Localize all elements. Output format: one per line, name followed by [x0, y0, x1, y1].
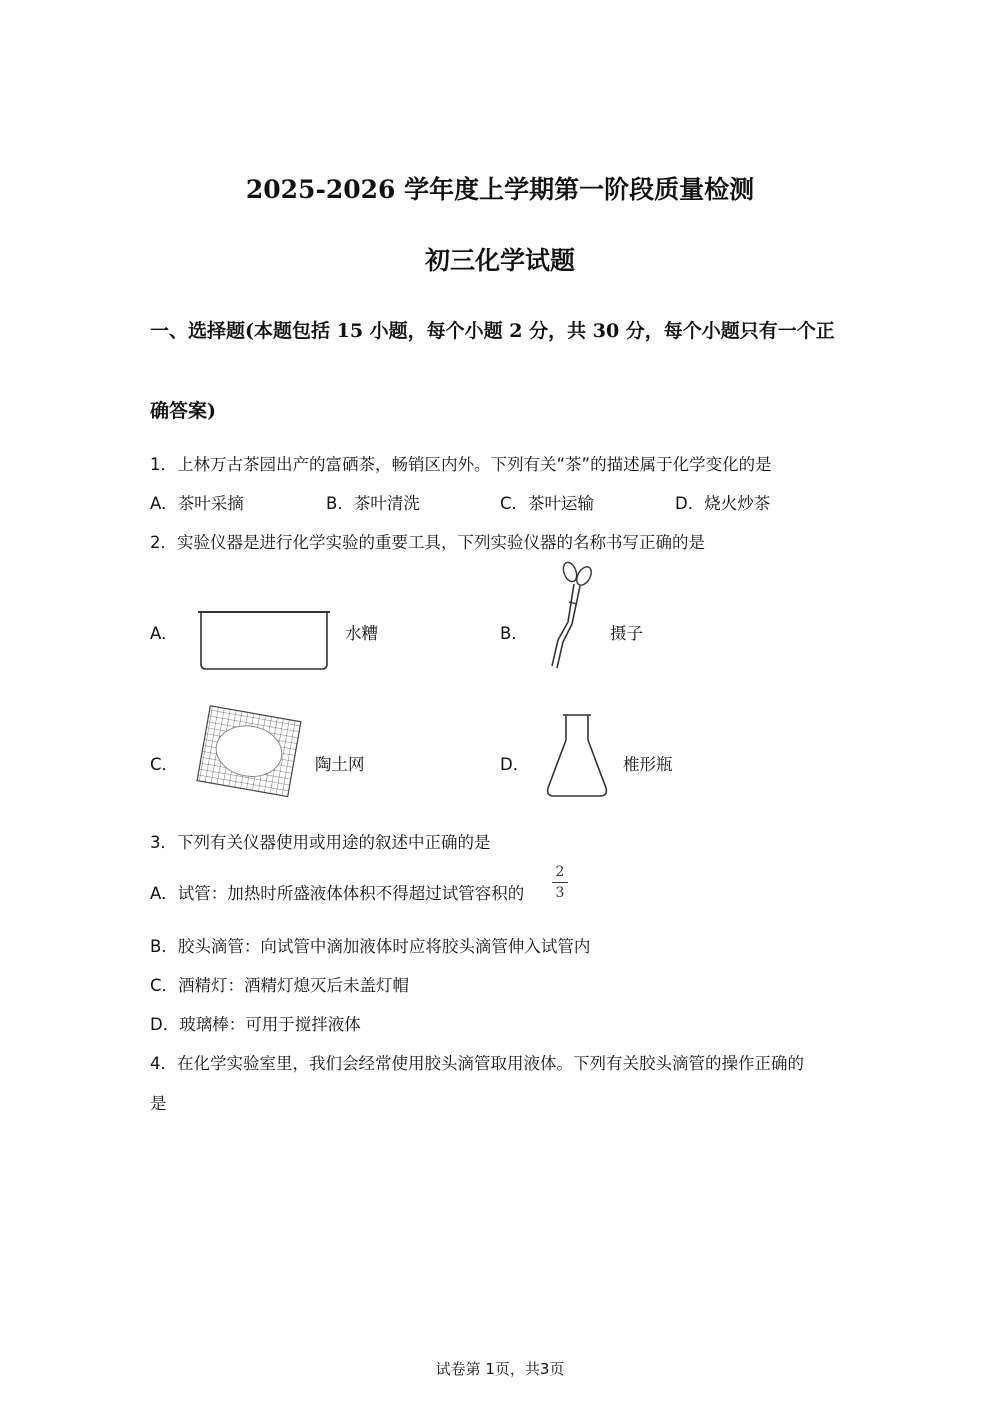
q2-option-d-letter: D． — [500, 755, 530, 774]
q3-option-b: B．胶头滴管：向试管中滴加液体时应将胶头滴管伸入试管内 — [150, 937, 591, 956]
page-subtitle: 初三化学试题 — [424, 246, 575, 275]
erlenmeyer-flask-icon — [544, 712, 610, 800]
fraction-two-thirds — [552, 864, 568, 901]
q2-option-a-letter: A． — [150, 624, 178, 643]
q1-stem: 1．上林万古茶园出产的富硒茶，畅销区内外。下列有关“茶”的描述属于化学变化的是 — [150, 455, 772, 474]
q3-option-c: C．酒精灯：酒精灯熄灭后未盖灯帽 — [150, 976, 410, 995]
fraction-numerator: 2 — [555, 864, 565, 880]
q2-option-a-name: 水糟 — [345, 624, 378, 643]
section-heading-line1: 一、选择题(本题包括 15 小题，每个小题 2 分，共 30 分，每个小题只有一个正 — [150, 320, 835, 342]
q1-option-b: B．茶叶清洗 — [326, 494, 420, 513]
q2-stem: 2．实验仪器是进行化学实验的重要工具，下列实验仪器的名称书写正确的是 — [150, 533, 705, 552]
q2-option-b-name: 摄子 — [610, 624, 643, 643]
q2-option-b-letter: B． — [500, 624, 528, 643]
section-heading-line2: 确答案) — [150, 400, 216, 422]
q2-option-d-name: 椎形瓶 — [623, 755, 673, 774]
q1-option-c: C．茶叶运输 — [500, 494, 595, 513]
q3-option-a: A．试管：加热时所盛液体体积不得超过试管容积的 — [150, 884, 525, 903]
q4-stem-line1: 4．在化学实验室里，我们会经常使用胶头滴管取用液体。下列有关胶头滴管的操作正确的 — [150, 1054, 804, 1073]
q1-option-d: D．烧火炒茶 — [675, 494, 771, 513]
crucible-tongs-icon — [538, 562, 598, 672]
ceramic-gauze-icon — [193, 705, 303, 797]
water-trough-icon — [196, 608, 332, 672]
page-footer: 试卷第 1页，共3页 — [435, 1360, 565, 1378]
q2-option-c-name: 陶土网 — [315, 755, 365, 774]
q3-stem: 3．下列有关仪器使用或用途的叙述中正确的是 — [150, 833, 491, 852]
q4-stem-line2: 是 — [150, 1094, 167, 1113]
q3-option-d: D．玻璃棒：可用于搅拌液体 — [150, 1015, 361, 1034]
page-title: 2025-2026 学年度上学期第一阶段质量检测 — [245, 175, 755, 204]
q2-option-c-letter: C． — [150, 755, 179, 774]
q1-option-a: A．茶叶采摘 — [150, 494, 244, 513]
fraction-denominator: 3 — [555, 885, 565, 901]
